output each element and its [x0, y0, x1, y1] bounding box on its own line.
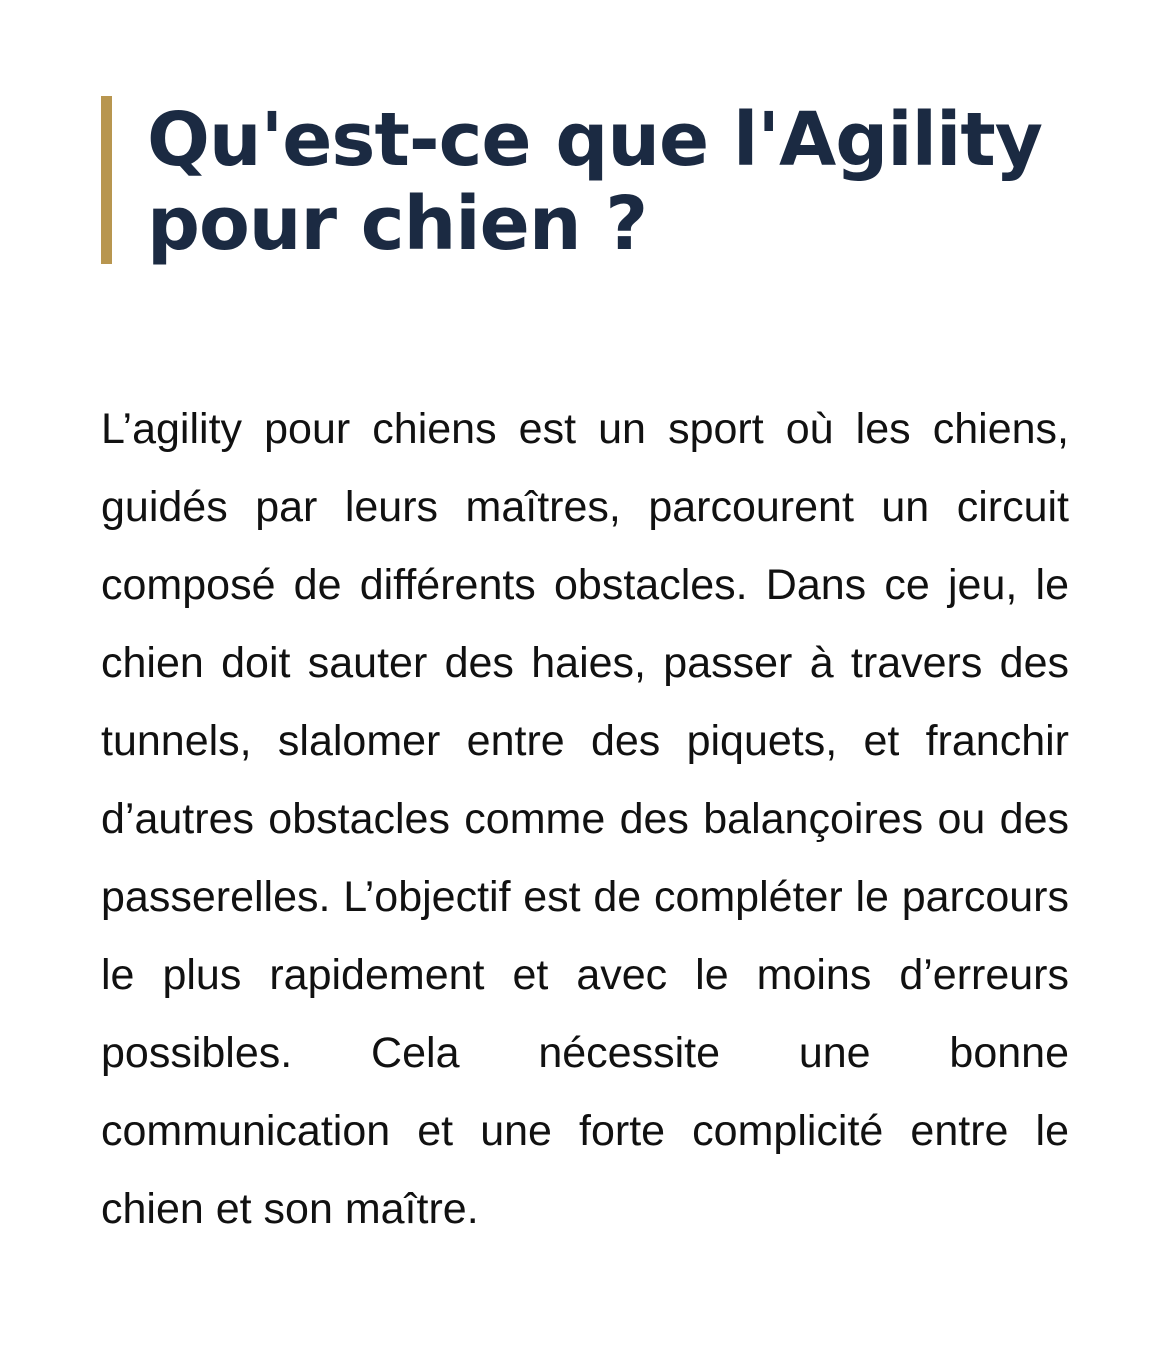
heading-accent-bar — [101, 96, 112, 264]
article-section — [101, 96, 1069, 1233]
section-heading-block — [101, 96, 1069, 267]
section-title: Qu'est-ce que l'Agility pour chien ? — [147, 97, 1042, 267]
section-body-paragraph: L’agility pour chiens est un sport où les chiens, guidés par leurs maîtres, parcourent un circuit composé de différents obstacles. Dans ce jeu, le chien doit sauter des haies, passer à travers des tunnels, slalomer entre des piquets, et franchir d’autres obstacles comme des balançoires ou des passerelles. L’objectif est de compléter le parcours le plus rapidement et avec le moins d’erreurs possibles. Cela nécessite une bonne communication et une forte complicité entre le chien et son maître. — [101, 405, 1069, 1233]
